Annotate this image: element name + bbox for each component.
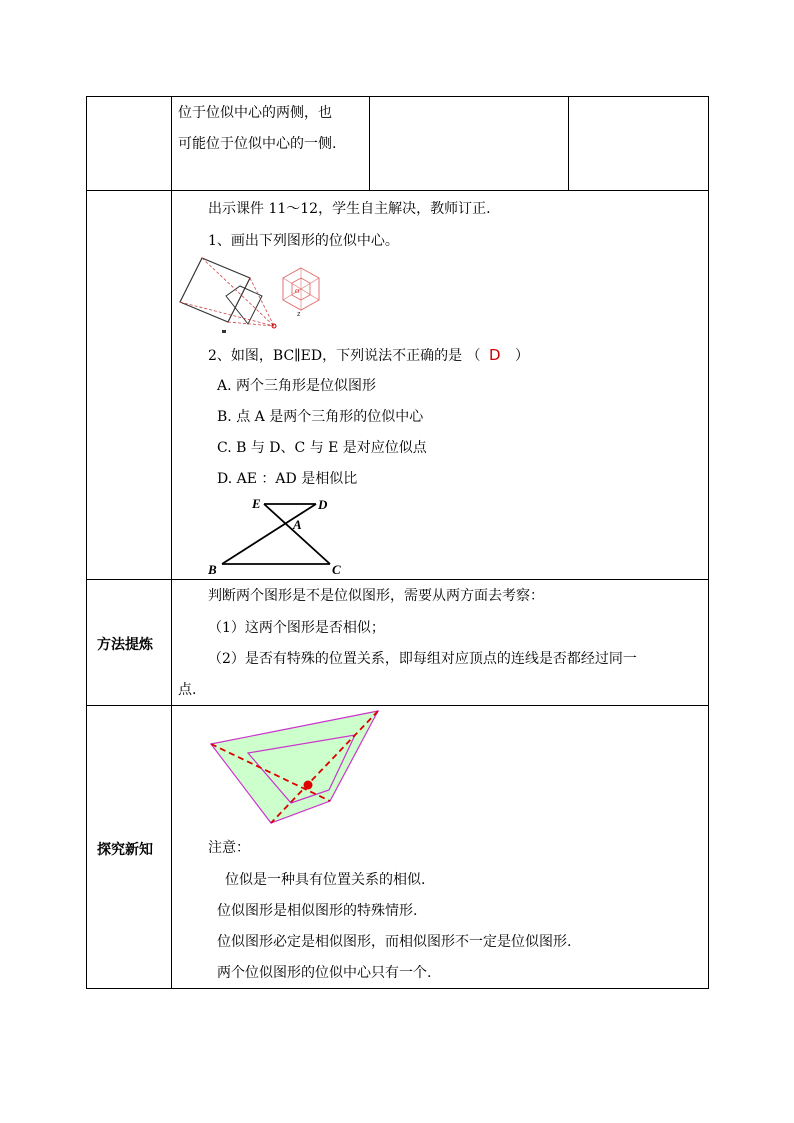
- label-d: D: [318, 497, 328, 512]
- method-line2: （1）这两个图形是否相似；: [208, 620, 385, 636]
- option-a: A. 两个三角形是位似图形: [217, 378, 377, 394]
- method-line3: （2）是否有特殊的位置关系，即每组对应顶点的连线是否都经过同一: [208, 651, 637, 667]
- bowtie-triangle-figure: [200, 492, 360, 578]
- option-d: D. AE ：AD 是相似比: [217, 471, 358, 487]
- option-b: B. 点 A 是两个三角形的位似中心: [217, 409, 424, 425]
- note-1: 位似是一种具有位置关系的相似.: [225, 872, 426, 888]
- note-title: 注意：: [208, 840, 250, 856]
- cube-projection-figure: [176, 256, 286, 336]
- option-c: C. B 与 D、C 与 E 是对应位似点: [217, 440, 427, 456]
- homothety-quadrilateral-figure: [205, 706, 385, 830]
- label-e: E: [252, 496, 261, 511]
- hexagon-figure: [278, 266, 324, 316]
- method-line4: 点.: [178, 682, 197, 698]
- note-2: 位似图形是相似图形的特殊情形.: [217, 903, 418, 919]
- label-a: A: [293, 517, 302, 532]
- row1-col1: [86, 96, 172, 191]
- z-label: z: [297, 311, 301, 318]
- row1-col3: [369, 96, 569, 191]
- row2-label-cell: [86, 190, 172, 580]
- row2-intro: 出示课件 11～12，学生自主解决，教师订正.: [208, 201, 491, 217]
- row1-col4: [568, 96, 709, 191]
- note-4: 两个位似图形的位似中心只有一个.: [217, 965, 432, 981]
- question2-answer: D: [488, 346, 501, 364]
- note-3: 位似图形必定是相似图形，而相似图形不一定是位似图形.: [217, 934, 572, 950]
- question2-close: ）: [515, 348, 529, 364]
- row1-line2: 可能位于位似中心的一侧.: [178, 136, 337, 152]
- explore-label: 探究新知: [97, 842, 153, 858]
- question2-text: 2、如图，BC∥ED，下列说法不正确的是 （: [208, 348, 481, 364]
- center-o-label: O: [295, 289, 300, 295]
- method-label: 方法提炼: [97, 637, 153, 653]
- row1-line1: 位于位似中心的两侧，也: [178, 105, 332, 121]
- row2-question1: 1、画出下列图形的位似中心。: [208, 233, 399, 249]
- label-c: C: [332, 562, 341, 577]
- method-line1: 判断两个图形是不是位似图形，需要从两方面去考察：: [208, 588, 544, 604]
- row2-question2: [208, 346, 529, 365]
- label-b: B: [208, 562, 217, 577]
